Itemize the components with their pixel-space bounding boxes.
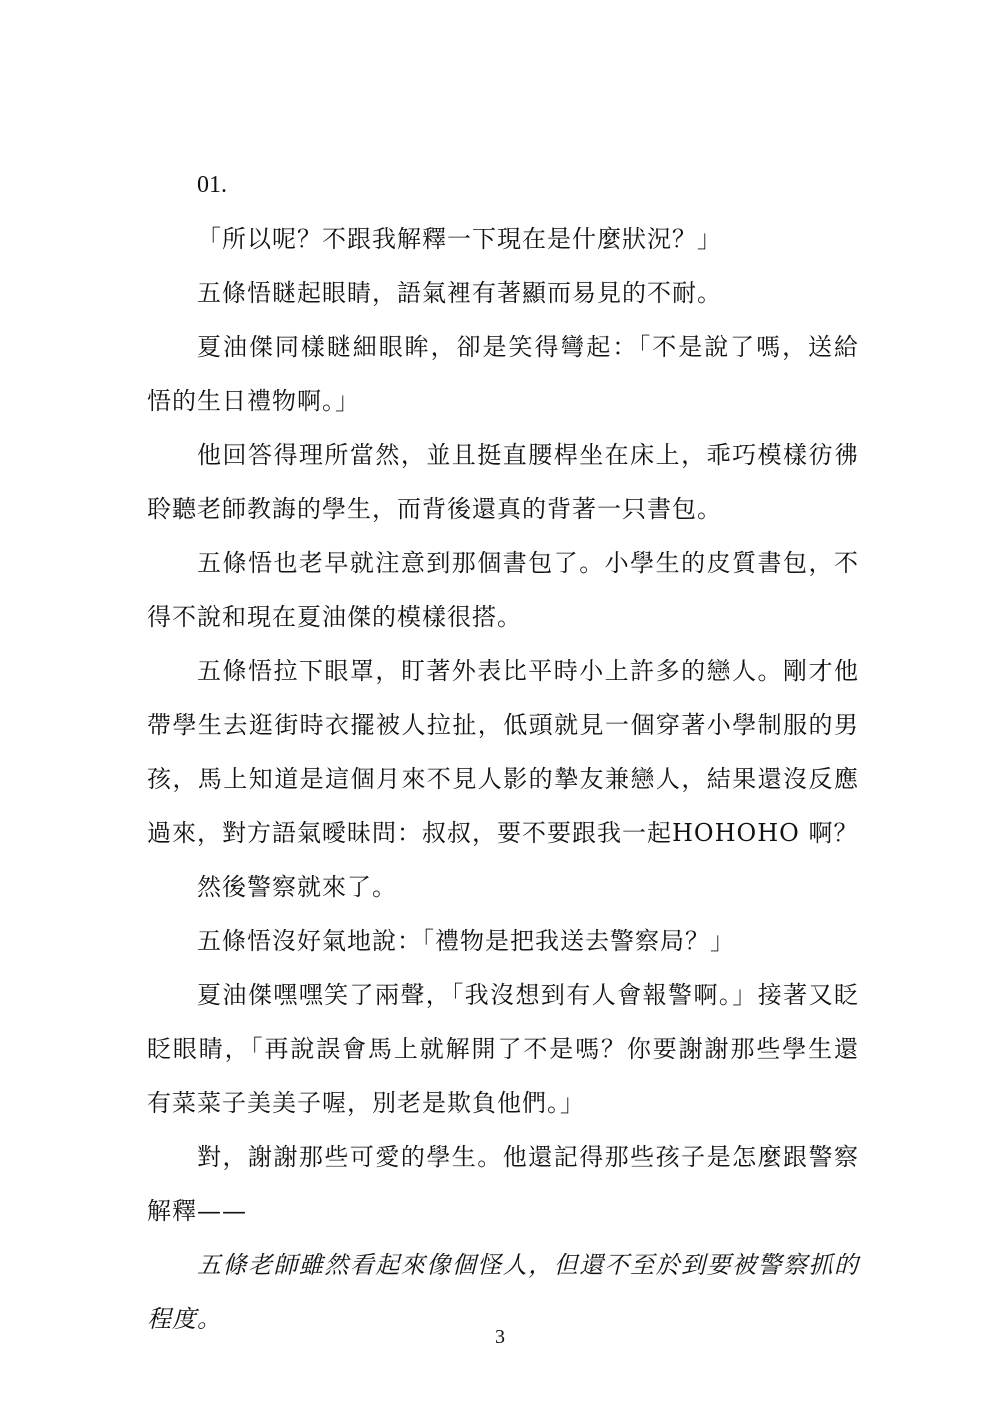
paragraph-8: 五條悟沒好氣地說：「禮物是把我送去警察局？」 bbox=[197, 927, 735, 955]
paragraph-2: 五條悟瞇起眼睛，語氣裡有著顯而易見的不耐。 bbox=[197, 279, 722, 307]
paragraph-1: 「所以呢？不跟我解釋一下現在是什麼狀況？」 bbox=[197, 225, 722, 253]
paragraph-3: 夏油傑同樣瞇細眼眸，卻是笑得彎起：「不是說了嗎，送給悟的生日禮物啊。」 bbox=[147, 333, 859, 415]
paragraph-11-italic: 五條老師雖然看起來像個怪人，但還不至於到要被警察抓的程度。 bbox=[147, 1251, 859, 1333]
page-number: 3 bbox=[495, 1326, 505, 1348]
paragraph-4: 他回答得理所當然，並且挺直腰桿坐在床上，乖巧模樣彷彿聆聽老師教誨的學生，而背後還真的背著一只書包。 bbox=[147, 441, 859, 523]
body-text bbox=[147, 158, 859, 1346]
paragraph-5: 五條悟也老早就注意到那個書包了。小學生的皮質書包，不得不說和現在夏油傑的模樣很搭。 bbox=[147, 549, 859, 631]
paragraph-6: 五條悟拉下眼罩，盯著外表比平時小上許多的戀人。剛才他帶學生去逛街時衣擺被人拉扯，低頭就見一個穿著小學制服的男孩，馬上知道是這個月來不見人影的摯友兼戀人，結果還沒反應過來，對方語氣曖昧問：叔叔，要不要跟我一起HOHOHO 啊？ bbox=[147, 657, 859, 847]
paragraph-9: 夏油傑嘿嘿笑了兩聲，「我沒想到有人會報警啊。」接著又眨眨眼睛，「再說誤會馬上就解開了不是嗎？你要謝謝那些學生還有菜菜子美美子喔，別老是欺負他們。」 bbox=[147, 981, 859, 1117]
paragraph-7: 然後警察就來了。 bbox=[197, 873, 397, 901]
paragraph-10: 對，謝謝那些可愛的學生。他還記得那些孩子是怎麼跟警察解釋—— bbox=[147, 1143, 859, 1225]
chapter-heading: 01. bbox=[197, 172, 227, 198]
